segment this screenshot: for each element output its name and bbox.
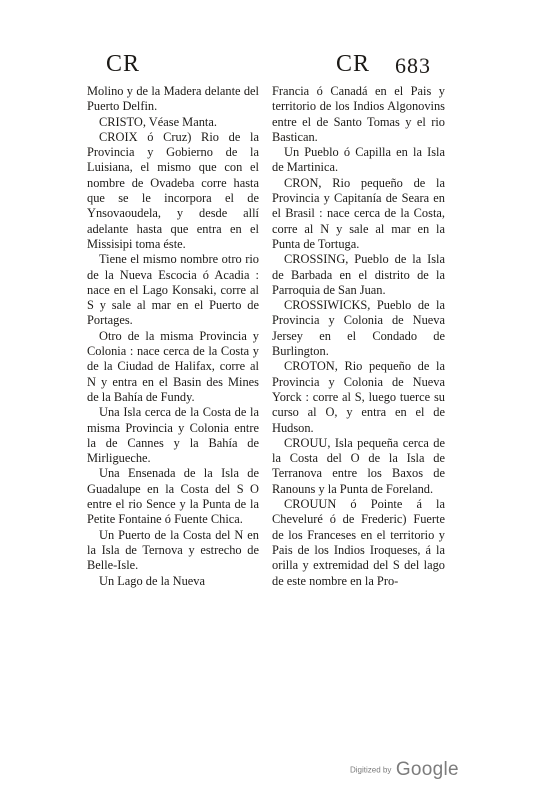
- entry-cristo: CRISTO, Véase Manta.: [99, 114, 217, 129]
- entry-paragraph: Francia ó Canadá en el Pais y territorio de los Indios Algonovins entre el de Santo Tomas y el rio Bastican.: [272, 84, 445, 144]
- entry-paragraph: Una Ensenada de la Isla de Guadalupe en la Costa del S O entre el rio Sence y la Punta de la Petite Fontaine ó Fuente Chica.: [87, 466, 259, 527]
- entry-crouun: CROUUN ó Pointe á la Cheveluré ó de Frederic) Fuerte de los Franceses en el territorio y Pais de los Indios Iroqueses, á la orilla y extremidad del S del lago de este nombre en la Pro-: [272, 497, 445, 588]
- entry-croix: CROIX ó Cruz) Rio de la Provincia y Gobierno de la Luisiana, el mismo que con el nombre de Ovadeba corre hasta que se le incorpora el de Ynsovaoudela, y desde allí adelante hasta que entra en el Missisipi toma éste.: [87, 129, 259, 251]
- page-number: 683: [395, 53, 431, 78]
- running-head-left: CR: [106, 51, 141, 77]
- google-logo: Google: [395, 759, 459, 780]
- entry-cron: CRON, Rio pequeño de la Provincia y Capitanía de Seara en el Brasil : nace cerca de la Costa, corre al N y sale al mar en la Punta de Tortuga.: [272, 175, 445, 251]
- entry-paragraph: Tiene el mismo nombre otro rio de la Nueva Escocia ó Acadia : nace en el Lago Konsaki, corre al S y sale al mar en el Puerto de Portages.: [87, 252, 259, 328]
- entry-paragraph: Otro de la misma Provincia y Colonia : nace cerca de la Costa y de la Ciudad de Halifax, corre al N y entra en el Basin des Mines de la Bahía de Fundy.: [87, 328, 259, 404]
- digitized-label: Digitized by: [350, 765, 392, 775]
- entry-croton: CROTON, Rio pequeño de la Provincia y Colonia de Nueva Yorck : corre al S, luego tuerce su curso al O, y entra en el de Hudson.: [272, 359, 445, 435]
- left-column: [87, 84, 259, 589]
- entry-crossing: CROSSING, Pueblo de la Isla de Barbada en el distrito de la Parroquia de San Juan.: [272, 252, 445, 297]
- entry-paragraph: Un Pueblo ó Capilla en la Isla de Martinica.: [272, 145, 445, 175]
- entry-paragraph: Un Lago de la Nueva: [99, 573, 205, 588]
- entry-paragraph: Molino y de la Madera delante del Puerto Delfin.: [87, 84, 259, 114]
- running-head-right: CR: [336, 51, 371, 77]
- entry-crossiwicks: CROSSIWICKS, Pueblo de la Provincia y Colonia de Nueva Jersey en el Condado de Burlington.: [272, 298, 445, 359]
- entry-paragraph: Una Isla cerca de la Costa de la misma Provincia y Colonia entre la de Cannes y la Bahía de Mirligueche.: [87, 405, 259, 466]
- entry-paragraph: Un Puerto de la Costa del N en la Isla de Ternova y estrecho de Belle-Isle.: [87, 527, 259, 573]
- right-column: [272, 84, 445, 589]
- digitized-watermark: [350, 759, 459, 781]
- entry-crouu: CROUU, Isla pequeña cerca de la Costa del O de la Isla de Terranova entre los Baxos de Ranouns y la Punta de Foreland.: [272, 435, 445, 496]
